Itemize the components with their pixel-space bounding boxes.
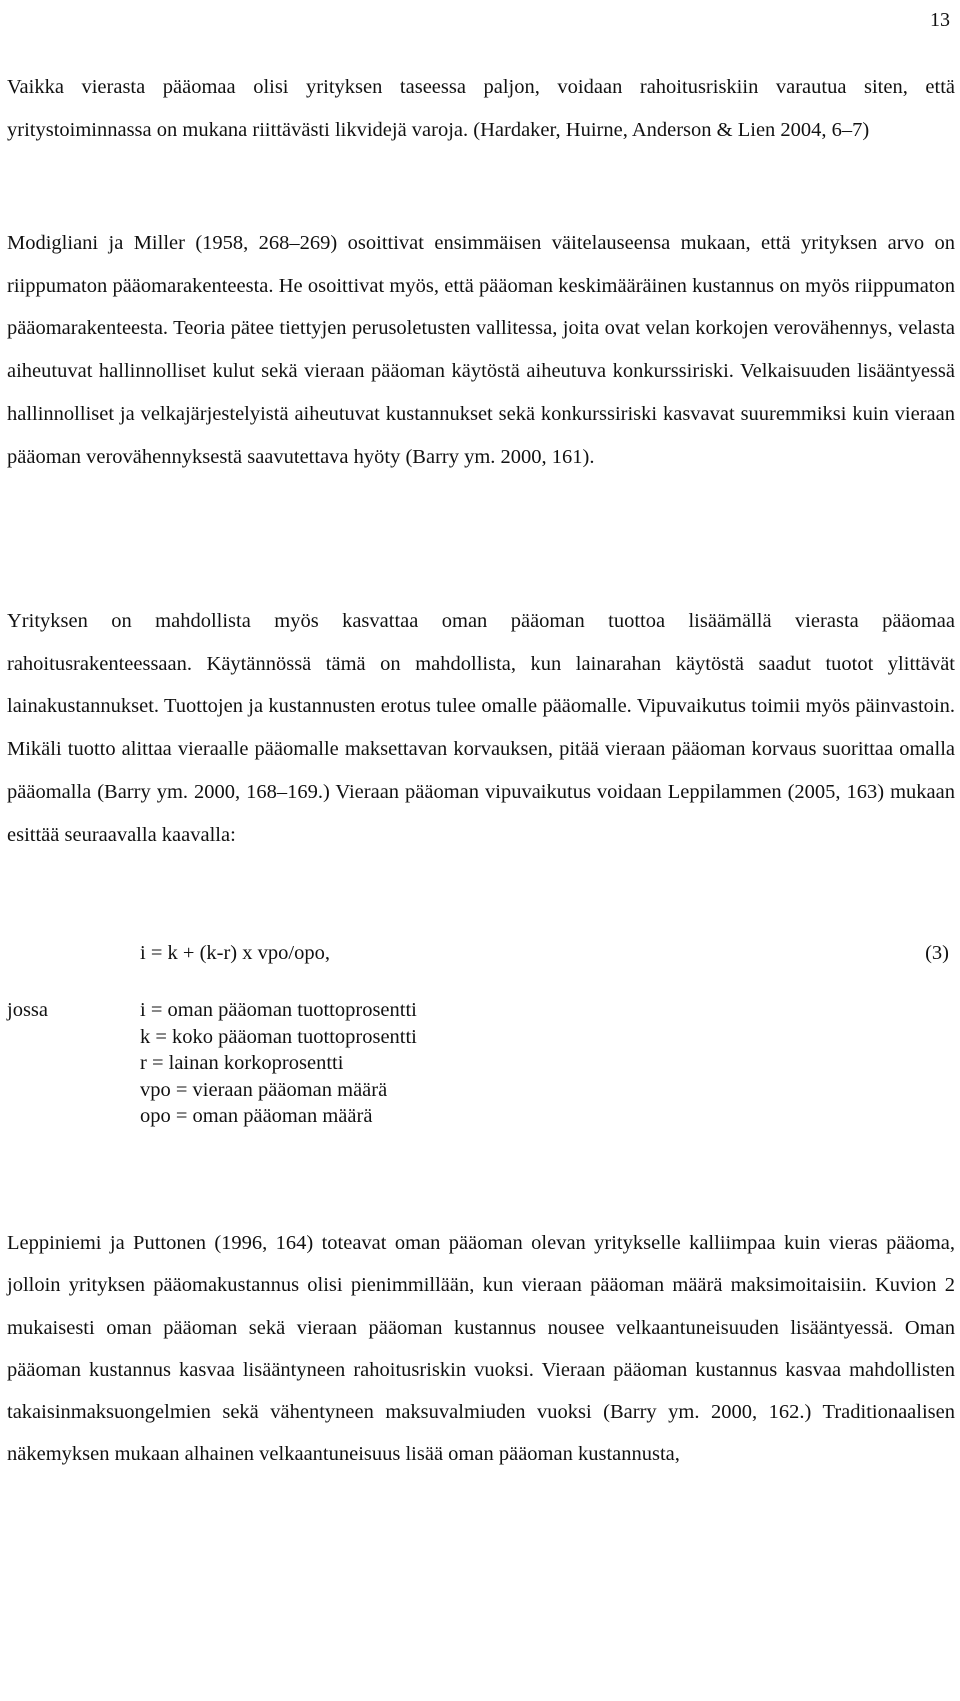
definition-item: i = oman pääoman tuottoprosentti	[140, 999, 417, 1021]
paragraph: Yrityksen on mahdollista myös kasvattaa oman pääoman tuottoa lisäämällä vierasta pääomaa rahoitusrakenteessaan. Käytännössä tämä on mahdollista, kun lainarahan käytöstä saadut tuotot ylittävät lainakustannukset. Tuottojen ja kustannusten erotus tulee omalle pääomalle. Vipuvaikutus toimii myös päinvastoin. Mikäli tuotto alittaa vieraalle pääomalle maksettavan korvauksen, pitää vieraan pääoman korvaus suorittaa omalla pääomalla (Barry ym. 2000, 168–169.) Vieraan pääoman vipuvaikutus voidaan Leppilammen (2005, 163) mukaan esittää seuraavalla kaavalla:	[7, 610, 955, 846]
paragraph: Modigliani ja Miller (1958, 268–269) osoittivat ensimmäisen väitelauseensa mukaan, että yrityksen arvo on riippumaton pääomarakenteesta. He osoittivat myös, että pääoman keskimääräinen kustannus on myös riippumaton pääomarakenteesta. Teoria pätee tiettyjen perusoletusten vallitessa, joita ovat velan korkojen verovähennys, velasta aiheutuvat hallinnolliset kulut sekä vieraan pääoman käytöstä aiheutuva konkurssiriski. Velkaisuuden lisääntyessä hallinnolliset ja velkajärjestelyistä aiheutuvat kustannukset sekä konkurssiriski kasvavat suuremmiksi kuin vieraan pääoman verovähennyksestä saavutettava hyöty (Barry ym. 2000, 161).	[7, 232, 955, 468]
formula-row	[7, 937, 955, 969]
definition-item: r = lainan korkoprosentti	[140, 1052, 344, 1074]
definition-item: k = koko pääoman tuottoprosentti	[140, 1025, 417, 1048]
paragraph: Vaikka vierasta pääomaa olisi yrityksen taseessa paljon, voidaan rahoitusriskiin varautua siten, että yritystoiminnassa on mukana riittävästi likvidejä varoja. (Hardaker, Huirne, Anderson & Lien 2004, 6–7)	[7, 76, 955, 141]
definition-item: vpo = vieraan pääoman määrä	[140, 1078, 388, 1101]
page-number: 13	[930, 9, 950, 31]
paragraph-1-block	[7, 66, 955, 151]
paragraph-2-block	[7, 222, 955, 478]
definitions-label: jossa	[7, 999, 48, 1021]
definitions-list	[140, 997, 417, 1130]
formula-number: (3)	[925, 942, 949, 964]
paragraph-3-block	[7, 600, 955, 856]
formula-expression: i = k + (k-r) x vpo/opo,	[140, 942, 330, 964]
paragraph-4-block	[7, 1222, 955, 1476]
paragraph: Leppiniemi ja Puttonen (1996, 164) toteavat oman pääoman olevan yritykselle kalliimpaa kuin vieras pääoma, jolloin yrityksen pääomakustannus olisi pienimmillään, kun vieraan pääoman määrä maksimoitaisiin. Kuvion 2 mukaisesti oman pääoman sekä vieraan pääoman kustannus nousee velkaantuneisuuden lisääntyessä. Oman pääoman kustannus kasvaa lisääntyneen rahoitusriskin vuoksi. Vieraan pääoman kustannus kasvaa mahdollisten takaisinmaksuongelmien sekä vähentyneen maksuvalmiuden vuoksi (Barry ym. 2000, 162.) Traditionaalisen näkemyksen mukaan alhainen velkaantuneisuus lisää oman pääoman kustannusta,	[7, 1232, 955, 1466]
definition-item: opo = oman pääoman määrä	[140, 1105, 373, 1127]
